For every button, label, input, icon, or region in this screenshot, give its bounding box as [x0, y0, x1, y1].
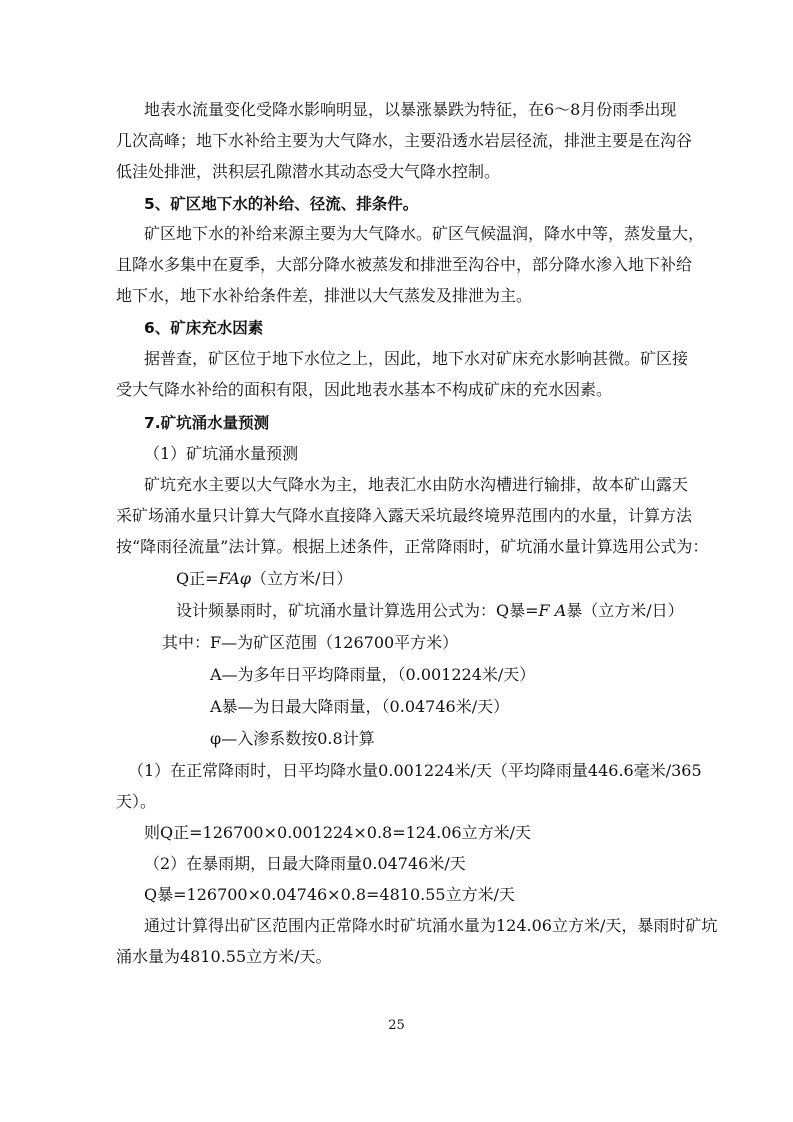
body-text-line: 矿区地下水的补给来源主要为大气降水。矿区气候温润，降水中等，蒸发量大，	[144, 224, 705, 243]
calc-line: 天）。	[116, 792, 157, 811]
body-text-line: 受大气降水补给的面积有限，因此地表水基本不构成矿床的充水因素。	[116, 380, 613, 399]
body-text-line: 地表水流量变化受降水影响明显，以暴涨暴跌为特征，在6～8月份雨季出现	[144, 100, 677, 119]
body-text-line: 矿坑充水主要以大气降水为主，地表汇水由防水沟槽进行输排，故本矿山露天	[144, 475, 689, 494]
formula-expression: FAφ	[218, 569, 251, 588]
calc-line: 则Q正=126700×0.001224×0.8=124.06立方米/天	[144, 823, 531, 842]
definition-line: A—为多年日平均降雨量，（0.001224米/天）	[210, 665, 536, 684]
formula-expression: F A	[538, 601, 567, 620]
calc-line: （1）在正常降雨时，日平均降水量0.001224米/天（平均降雨量446.6毫米/365	[128, 761, 702, 780]
section-heading: 6、矿床充水因素	[144, 319, 264, 337]
subsection-heading: （1）矿坑涌水量预测	[144, 444, 299, 463]
body-text-line: 地下水，地下水补给条件差，排泄以大气蒸发及排泄为主。	[116, 286, 533, 305]
body-text-line: 据普查，矿区位于地下水位之上，因此，地下水对矿床充水影响甚微。矿区接	[144, 349, 689, 368]
formula-normal	[176, 569, 352, 589]
body-text-line: 几次高峰；地下水补给主要为大气降水，主要沿透水岩层径流，排泄主要是在沟谷	[116, 131, 693, 150]
formula-prefix: Q正=	[176, 569, 219, 588]
formula-suffix: 暴（立方米/日）	[566, 601, 684, 620]
body-text-line: 按“降雨径流量”法计算。根据上述条件，正常降雨时，矿坑涌水量计算选用公式为：	[116, 537, 709, 556]
formula-unit: （立方米/日）	[251, 569, 353, 588]
definition-line: 其中：F—为矿区范围（126700平方米）	[162, 633, 459, 652]
formula-text: 设计频暴雨时，矿坑涌水量计算选用公式为：Q暴=	[176, 601, 539, 620]
section-heading: 7.矿坑涌水量预测	[144, 414, 270, 432]
definition-line: A暴—为日最大降雨量，（0.04746米/天）	[210, 697, 510, 716]
calc-line: （2）在暴雨期，日最大降雨量0.04746米/天	[144, 854, 466, 873]
body-text-line: 且降水多集中在夏季，大部分降水被蒸发和排泄至沟谷中，部分降水渗入地下补给	[116, 255, 693, 274]
body-text-line: 低洼处排泄，洪积层孔隙潜水其动态受大气降水控制。	[116, 162, 501, 181]
definition-line: φ—入渗系数按0.8计算	[210, 729, 375, 748]
calc-line: 通过计算得出矿区范围内正常降水时矿坑涌水量为124.06立方米/天，暴雨时矿坑	[144, 916, 718, 935]
calc-line: 涌水量为4810.55立方米/天。	[116, 947, 332, 966]
body-text-line: 采矿场涌水量只计算大气降水直接降入露天采坑最终境界范围内的水量，计算方法	[116, 506, 693, 525]
page-number: 25	[388, 1018, 405, 1033]
formula-storm	[176, 601, 684, 621]
calc-line: Q暴=126700×0.04746×0.8=4810.55立方米/天	[144, 885, 515, 904]
section-heading: 5、矿区地下水的补给、径流、排条件。	[144, 195, 419, 213]
